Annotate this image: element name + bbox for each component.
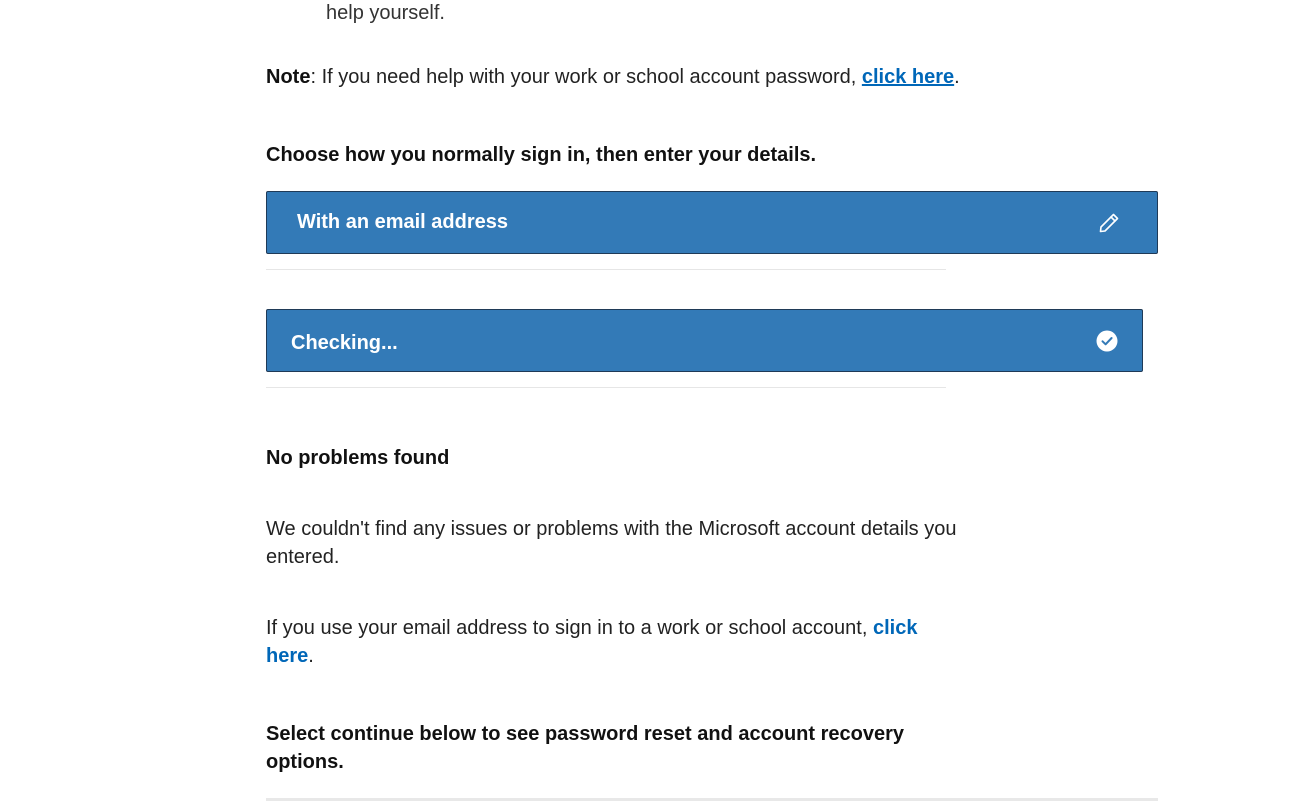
section-divider: [266, 269, 946, 270]
sign-in-method-selection[interactable]: [266, 191, 1158, 254]
work-school-account-link[interactable]: click here: [266, 617, 918, 667]
bottom-divider: [266, 798, 1158, 801]
check-circle-icon: [1096, 330, 1118, 352]
note-label: Note: [266, 66, 311, 88]
checking-status-label: Checking...: [291, 332, 398, 354]
work-school-account-hint: [266, 614, 966, 670]
result-heading: No problems found: [266, 447, 450, 469]
result-description: We couldn't find any issues or problems with the Microsoft account details you entered.: [266, 518, 957, 568]
note-text: : If you need help with your work or school account password,: [310, 66, 862, 88]
continue-instruction-heading: Select continue below to see password reset and account recovery options.: [266, 723, 904, 773]
password-note: [266, 63, 960, 91]
sign-in-method-label: With an email address: [297, 211, 508, 233]
checking-status-bar: [266, 309, 1143, 372]
hint-suffix: .: [308, 645, 314, 667]
sign-in-method-heading: Choose how you normally sign in, then enter your details.: [266, 144, 817, 166]
section-divider: [266, 387, 946, 388]
pencil-edit-icon[interactable]: [1097, 211, 1121, 235]
note-suffix: .: [954, 66, 960, 88]
intro-text-tail: help yourself.: [326, 2, 445, 24]
work-school-password-link[interactable]: click here: [861, 66, 955, 88]
hint-text: If you use your email address to sign in to a work or school account,: [266, 617, 873, 639]
